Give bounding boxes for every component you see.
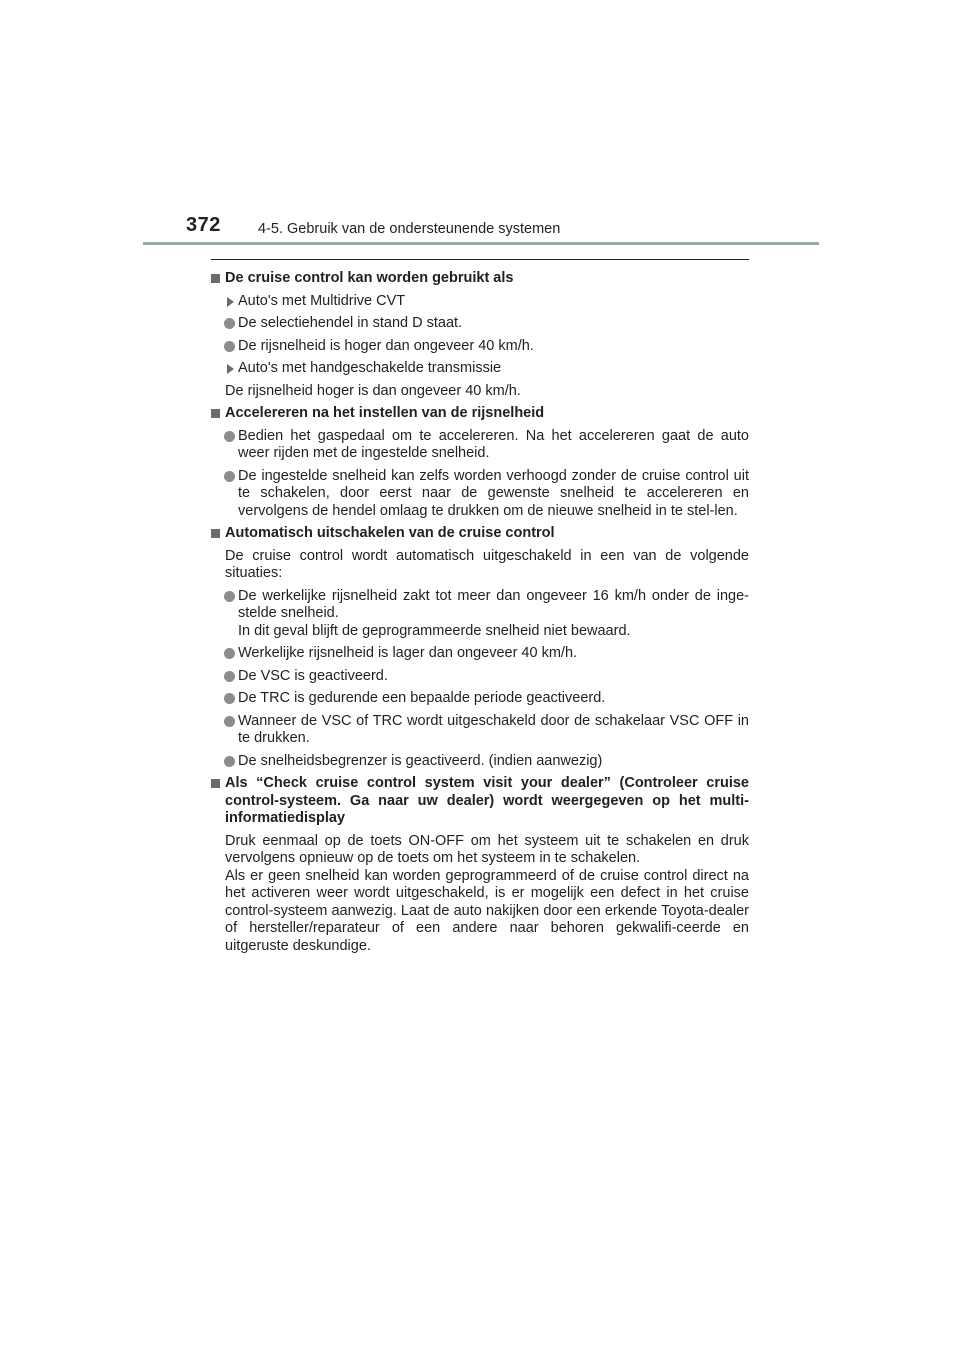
bullet-item	[211, 753, 749, 771]
bullet-item	[211, 468, 749, 521]
round-bullet-icon	[224, 341, 235, 352]
square-bullet-icon	[211, 529, 220, 538]
bullet-item	[211, 315, 749, 333]
item-text: De snelheidsbegrenzer is geactiveerd. (indien aanwezig)	[238, 752, 603, 769]
paragraph	[211, 833, 749, 956]
item-extra-text: Als er geen snelheid kan worden geprogrammeerd of de cruise control direct na het activeren weer wordt uitgeschakeld, is er mogelijk een defect in het cruise control-systeem aanwezig. Laat de auto nakijken door een erkende Toyota-dealer of hersteller/reparateur of een andere naar behoren gekwalifi-ceerde en uitgeruste deskundige.	[225, 867, 749, 954]
item-text: Auto's met Multidrive CVT	[238, 292, 406, 309]
bullet-item	[211, 338, 749, 356]
bullet-item	[211, 645, 749, 663]
page-number: 372	[186, 214, 221, 236]
item-text: Auto's met handgeschakelde transmissie	[238, 360, 502, 376]
heading-text: Accelereren na het instellen van de rijsnelheid	[225, 405, 545, 421]
item-text: De rijsnelheid hoger is dan ongeveer 40 km/h.	[225, 382, 521, 399]
round-bullet-icon	[224, 756, 235, 767]
item-text: Bedien het gaspedaal om te accelereren. Na het accelereren gaat de auto weer rijden met de ingestelde snelheid.	[238, 427, 749, 461]
item-text: De rijsnelheid is hoger dan ongeveer 40 km/h.	[238, 337, 534, 354]
item-text: De VSC is geactiveerd.	[238, 667, 388, 684]
paragraph	[211, 383, 749, 401]
square-bullet-icon	[211, 274, 220, 283]
round-bullet-icon	[224, 591, 235, 602]
square-bullet-icon	[211, 409, 220, 418]
item-text: De cruise control wordt automatisch uitgeschakeld in een van de volgende situaties:	[225, 547, 749, 581]
header-rule	[143, 242, 819, 245]
round-bullet-icon	[224, 431, 235, 442]
round-bullet-icon	[224, 318, 235, 329]
arrow-item	[211, 293, 749, 311]
item-text: Wanneer de VSC of TRC wordt uitgeschakeld door de schakelaar VSC OFF in te drukken.	[238, 712, 749, 746]
round-bullet-icon	[224, 693, 235, 704]
item-text: Werkelijke rijsnelheid is lager dan ongeveer 40 km/h.	[238, 645, 578, 661]
heading-text: Als “Check cruise control system visit your dealer” (Controleer cruise control-systeem. Ga naar uw dealer) wordt weergegeven op het multi-informatiedisplay	[225, 775, 749, 826]
bullet-item	[211, 588, 749, 641]
section-rule	[211, 259, 749, 260]
round-bullet-icon	[224, 716, 235, 727]
square-bullet-icon	[211, 779, 220, 788]
item-text: De werkelijke rijsnelheid zakt tot meer dan ongeveer 16 km/h onder de inge-stelde snelheid.	[238, 587, 749, 621]
item-text: De ingestelde snelheid kan zelfs worden verhoogd zonder de cruise control uit te schakelen, door eerst naar de gewenste snelheid te accelereren en vervolgens de hendel omlaag te drukken om de nieuwe snelheid in te stel-len.	[238, 467, 749, 519]
content	[211, 265, 749, 955]
round-bullet-icon	[224, 471, 235, 482]
heading-text: De cruise control kan worden gebruikt als	[225, 270, 514, 286]
section-heading	[211, 525, 749, 543]
triangle-arrow-icon	[227, 297, 234, 307]
item-text: De selectiehendel in stand D staat.	[238, 315, 463, 331]
round-bullet-icon	[224, 648, 235, 659]
triangle-arrow-icon	[227, 364, 234, 374]
paragraph	[211, 548, 749, 583]
item-text: De TRC is gedurende een bepaalde periode geactiveerd.	[238, 690, 606, 706]
bullet-item	[211, 428, 749, 463]
chapter-title: 4-5. Gebruik van de ondersteunende systemen	[258, 221, 561, 237]
bullet-item	[211, 690, 749, 708]
arrow-item	[211, 360, 749, 378]
bullet-item	[211, 713, 749, 748]
section-heading	[211, 775, 749, 828]
item-extra-text: In dit geval blijft de geprogrammeerde snelheid niet bewaard.	[238, 622, 631, 639]
section-heading	[211, 405, 749, 423]
item-text: Druk eenmaal op de toets ON-OFF om het systeem uit te schakelen en druk vervolgens opnieuw op de toets om het systeem in te schakelen.	[225, 832, 749, 866]
section-heading	[211, 270, 749, 288]
round-bullet-icon	[224, 671, 235, 682]
heading-text: Automatisch uitschakelen van de cruise control	[225, 525, 555, 541]
bullet-item	[211, 668, 749, 686]
